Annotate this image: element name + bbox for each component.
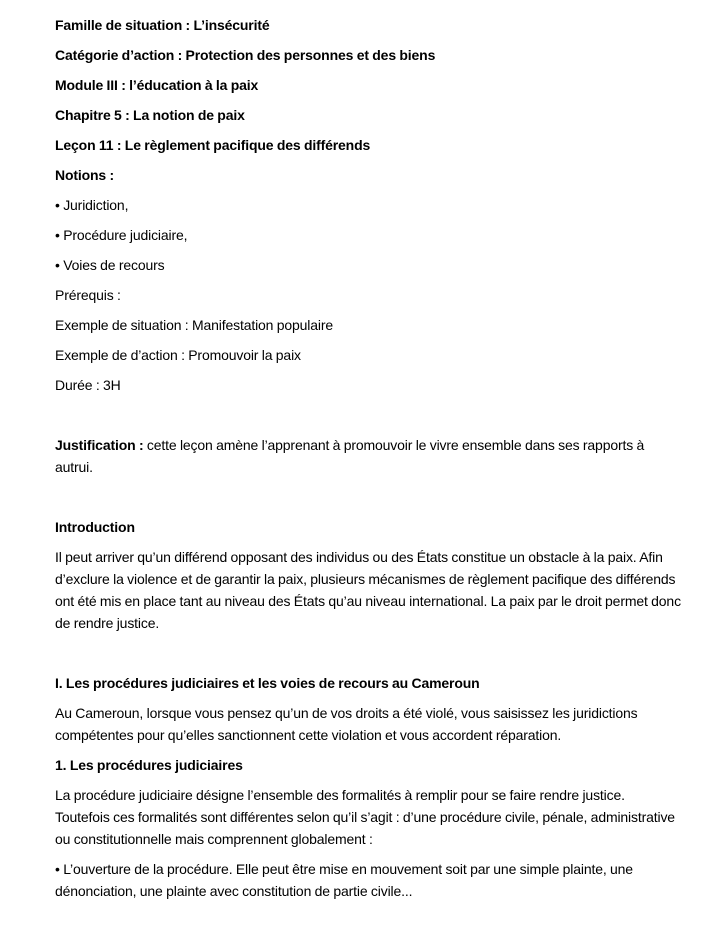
- text-run: Il peut arriver qu’un différend opposant des individus ou des États constitue un obstacle à la paix. Afin d’exclure la violence et de garantir la paix, plusieurs mécanismes de règlement pacifique des différends ont été mis en place tant au niveau des États qu’au niveau international. La paix par le droit permet donc de rendre justice.: [55, 549, 681, 631]
- exemple-de-situation: [55, 314, 682, 336]
- section-i-heading: [55, 672, 682, 694]
- empty-paragraph: [55, 642, 682, 664]
- empty-paragraph: [55, 404, 682, 426]
- text-run: Catégorie d’action : Protection des personnes et des biens: [55, 47, 436, 63]
- text-run: Justification :: [55, 437, 147, 453]
- bullet-ouverture-procedure: [55, 858, 682, 902]
- text-run: Notions :: [55, 167, 115, 183]
- duree: [55, 374, 682, 396]
- text-run: Durée : 3H: [55, 377, 121, 393]
- document-content: [55, 14, 682, 902]
- text-run: • L’ouverture de la procédure. Elle peut être mise en mouvement soit par une simple plainte, une dénonciation, une plainte avec constitution de partie civile...: [55, 861, 633, 899]
- text-run: • Voies de recours: [55, 257, 165, 273]
- text-run: Prérequis :: [55, 287, 121, 303]
- text-run: Leçon 11 : Le règlement pacifique des différends: [55, 137, 371, 153]
- exemple-d-action: [55, 344, 682, 366]
- text-run: I. Les procédures judiciaires et les voies de recours au Cameroun: [55, 675, 480, 691]
- notions-label: [55, 164, 682, 186]
- text-run: Famille de situation : L’insécurité: [55, 17, 270, 33]
- notion-juridiction: [55, 194, 682, 216]
- text-run: Chapitre 5 : La notion de paix: [55, 107, 245, 123]
- text-run: Introduction: [55, 519, 135, 535]
- text-run: • Procédure judiciaire,: [55, 227, 188, 243]
- subsection-1-paragraph: [55, 784, 682, 850]
- prerequis-label: [55, 284, 682, 306]
- text-run: Au Cameroun, lorsque vous pensez qu’un de vos droits a été violé, vous saisissez les juridictions compétentes pour qu’elles sanctionnent cette violation et vous accordent réparation.: [55, 705, 638, 743]
- text-run: 1. Les procédures judiciaires: [55, 757, 243, 773]
- text-run: Module III : l’éducation à la paix: [55, 77, 259, 93]
- justification: [55, 434, 682, 478]
- module-iii: [55, 74, 682, 96]
- text-run: La procédure judiciaire désigne l’ensemble des formalités à remplir pour se faire rendre justice. Toutefois ces formalités sont différentes selon qu’il s’agit : d’une procédure civile, pénale, administrative ou constitutionnelle mais comprennent globalement :: [55, 787, 675, 847]
- introduction-heading: [55, 516, 682, 538]
- text-run: cette leçon amène l’apprenant à promouvoir le vivre ensemble dans ses rapports à autrui.: [55, 437, 645, 475]
- categorie-d-action: [55, 44, 682, 66]
- introduction-paragraph: [55, 546, 682, 634]
- empty-paragraph: [55, 486, 682, 508]
- text-run: Exemple de situation : Manifestation populaire: [55, 317, 333, 333]
- famille-de-situation: [55, 14, 682, 36]
- text-run: • Juridiction,: [55, 197, 129, 213]
- text-run: Exemple de d’action : Promouvoir la paix: [55, 347, 301, 363]
- subsection-1-heading: [55, 754, 682, 776]
- notion-procedure-judiciaire: [55, 224, 682, 246]
- section-i-paragraph: [55, 702, 682, 746]
- notion-voies-de-recours: [55, 254, 682, 276]
- chapitre-5: [55, 104, 682, 126]
- lecon-11: [55, 134, 682, 156]
